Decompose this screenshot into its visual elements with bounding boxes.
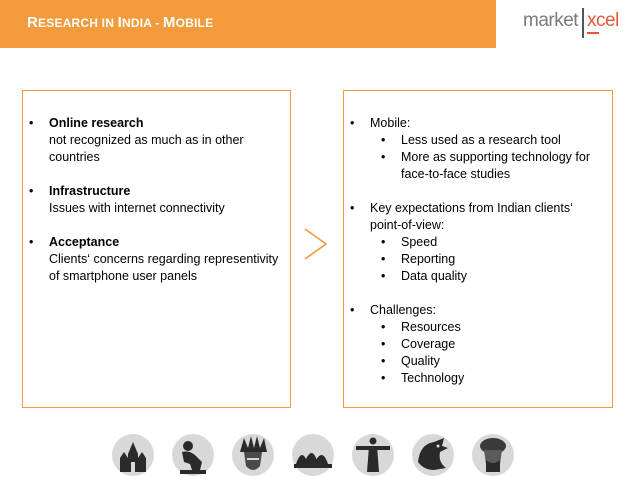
list-item bbox=[29, 234, 279, 285]
dragon-icon bbox=[410, 432, 456, 478]
list-item bbox=[350, 115, 605, 183]
sub-list-item: • More as supporting technology for face-to-face studies bbox=[370, 149, 605, 183]
bullet-text: Mobile: bbox=[370, 116, 411, 130]
maharaja-icon bbox=[470, 432, 516, 478]
logo-underline bbox=[587, 32, 599, 34]
logo-separator bbox=[582, 8, 584, 38]
bullet-heading: • Infrastructure bbox=[49, 184, 131, 198]
cathedral-icon bbox=[110, 432, 156, 478]
right-content-box bbox=[343, 90, 613, 408]
bottom-icon-strip bbox=[110, 432, 530, 478]
list-item bbox=[29, 183, 279, 217]
left-bullet-list bbox=[29, 115, 279, 302]
sub-list-item: • Quality bbox=[370, 353, 605, 370]
bullet-text: not recognized as much as in other countries bbox=[49, 133, 244, 164]
chevron-right-outline-icon bbox=[303, 227, 329, 261]
sub-list-item: • Less used as a research tool bbox=[370, 132, 605, 149]
title-part: OBILE bbox=[175, 16, 214, 30]
slide-title bbox=[27, 14, 213, 31]
sub-list bbox=[370, 319, 605, 387]
opera-house-icon bbox=[290, 432, 336, 478]
title-part: M bbox=[162, 14, 176, 31]
christ-redeemer-icon bbox=[350, 432, 396, 478]
sub-list-item: • Technology bbox=[370, 370, 605, 387]
title-bar bbox=[0, 0, 496, 48]
sub-list-item: • Reporting bbox=[370, 251, 605, 268]
logo-part-xcel: xcel bbox=[587, 10, 619, 31]
list-item bbox=[350, 200, 605, 285]
title-part: NDIA - bbox=[121, 16, 163, 30]
right-bullet-list bbox=[350, 115, 605, 404]
bullet-heading: • Online research bbox=[49, 116, 144, 130]
list-item bbox=[350, 302, 605, 387]
native-chief-icon bbox=[230, 432, 276, 478]
bullet-text: Challenges: bbox=[370, 303, 437, 317]
sub-list-item: • Coverage bbox=[370, 336, 605, 353]
slide-header bbox=[0, 0, 638, 48]
sub-list-item: • Data quality bbox=[370, 268, 605, 285]
bullet-text: Key expectations from Indian clients‘ point-of-view: bbox=[370, 201, 573, 232]
title-part: R bbox=[27, 14, 39, 31]
sub-list-item: • Speed bbox=[370, 234, 605, 251]
bullet-heading: • Acceptance bbox=[49, 235, 120, 249]
left-content-box bbox=[22, 90, 291, 408]
bullet-text: Clients‘ concerns regarding representivity of smartphone user panels bbox=[49, 252, 279, 283]
marketxcel-logo bbox=[523, 8, 633, 40]
logo-part-market: market bbox=[523, 10, 579, 31]
sub-list-item: • Resources bbox=[370, 319, 605, 336]
title-part: ESEARCH IN bbox=[38, 16, 118, 30]
bullet-text: Issues with internet connectivity bbox=[49, 201, 225, 215]
sub-list bbox=[370, 234, 605, 285]
thinker-statue-icon bbox=[170, 432, 216, 478]
sub-list bbox=[370, 132, 605, 183]
title-part: I bbox=[117, 14, 122, 31]
list-item bbox=[29, 115, 279, 166]
